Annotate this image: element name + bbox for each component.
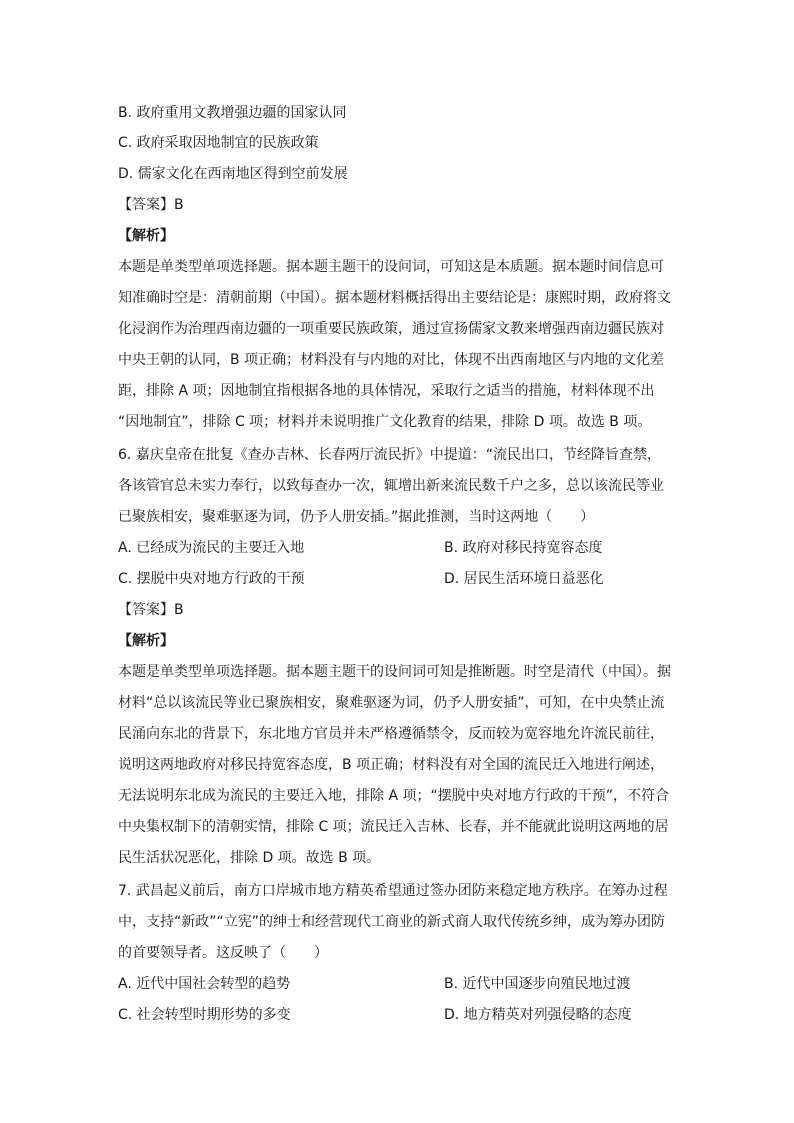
- q5-analysis-line: 化浸润作为治理西南边疆的一项重要民族政策，通过宣扬儒家文教来增强西南边疆民族对: [118, 321, 664, 337]
- q7-option-b: B. 近代中国逐步向殖民地过渡: [444, 976, 631, 992]
- q6-analysis-line: 中央集权制下的清朝实情，排除 C 项；流民迁入吉林、长春，并不能就此说明这两地的居: [118, 819, 669, 835]
- q6-option-a: A. 已经成为流民的主要迁入地: [118, 540, 305, 556]
- q6-stem-line: 已聚族相安，聚难驱逐为词，仍予人册安插。”据此推测，当时这两地（ ）: [118, 509, 595, 525]
- q6-analysis-label: 【解析】: [118, 633, 174, 649]
- q6-stem-line: 各该管官总未实力奉行，以致每查办一次，辄增出新来流民数千户之多，总以该流民等业: [118, 478, 664, 494]
- q6-analysis-line: 无法说明东北成为流民的主要迁入地，排除 A 项；“摆脱中央对地方行政的干预”，不符合: [118, 788, 669, 804]
- q7-option-c: C. 社会转型时期形势的多变: [118, 1007, 291, 1023]
- q5-analysis-line: 中央王朝的认同，B 项正确；材料没有与内地的对比，体现不出西南地区与内地的文化差: [118, 352, 665, 368]
- q5-option-d: D. 儒家文化在西南地区得到空前发展: [118, 166, 348, 182]
- q6-option-d: D. 居民生活环境日益恶化: [444, 571, 604, 587]
- q6-option-b: B. 政府对移民持宽容态度: [444, 540, 603, 556]
- q5-analysis-line: 本题是单类型单项选择题。据本题主题干的设问词，可知这是本质题。据本题时间信息可: [118, 259, 664, 275]
- q6-analysis-line: 说明这两地政府对移民持宽容态度，B 项正确；材料没有对全国的流民迁入地进行阐述，: [118, 757, 665, 773]
- q7-option-d: D. 地方精英对列强侵略的态度: [444, 1007, 632, 1023]
- q6-answer: 【答案】B: [118, 602, 184, 618]
- q5-analysis-label: 【解析】: [118, 228, 174, 244]
- q5-analysis-line: “因地制宜”，排除 C 项；材料并未说明推广文化教育的结果，排除 D 项。故选 B 项。: [118, 414, 652, 430]
- q5-option-b: B. 政府重用文教增强边疆的国家认同: [118, 105, 347, 121]
- q7-stem-line: 中，支持“新政”“立宪”的绅士和经营现代工商业的新式商人取代传统乡绅，成为筹办团防: [118, 914, 666, 930]
- q6-option-c: C. 摆脱中央对地方行政的干预: [118, 571, 305, 587]
- q6-stem-line: 6. 嘉庆皇帝在批复《查办吉林、长春两厅流民折》中提道：“流民出口，节经降旨查禁，: [118, 447, 662, 463]
- q6-analysis-line: 民生活状况恶化，排除 D 项。故选 B 项。: [118, 850, 381, 866]
- q5-answer: 【答案】B: [118, 197, 184, 213]
- q7-stem-line: 7. 武昌起义前后，南方口岸城市地方精英希望通过签办团防来稳定地方秩序。在筹办过程: [118, 883, 668, 899]
- q5-analysis-line: 距，排除 A 项；因地制宜指根据各地的具体情况，采取行之适当的措施，材料体现不出: [118, 383, 655, 399]
- q6-analysis-line: 本题是单类型单项选择题。据本题主题干的设问词可知是推断题。时空是清代（中国）。据: [118, 664, 671, 680]
- q5-option-c: C. 政府采取因地制宜的民族政策: [118, 135, 319, 151]
- q6-analysis-line: 民涌向东北的背景下，东北地方官员并未严格遵循禁令，反而较为宽容地允许流民前往，: [118, 726, 664, 742]
- q5-analysis-line: 知准确时空是：清朝前期（中国）。据本题材料概括得出主要结论是：康熙时期，政府将文: [118, 290, 671, 306]
- q6-analysis-line: 材料“总以该流民等业已聚族相安，聚难驱逐为词，仍予人册安插”，可知，在中央禁止流: [118, 695, 665, 711]
- q7-option-a: A. 近代中国社会转型的趋势: [118, 976, 291, 992]
- q7-stem-line: 的首要领导者。这反映了（ ）: [118, 945, 328, 961]
